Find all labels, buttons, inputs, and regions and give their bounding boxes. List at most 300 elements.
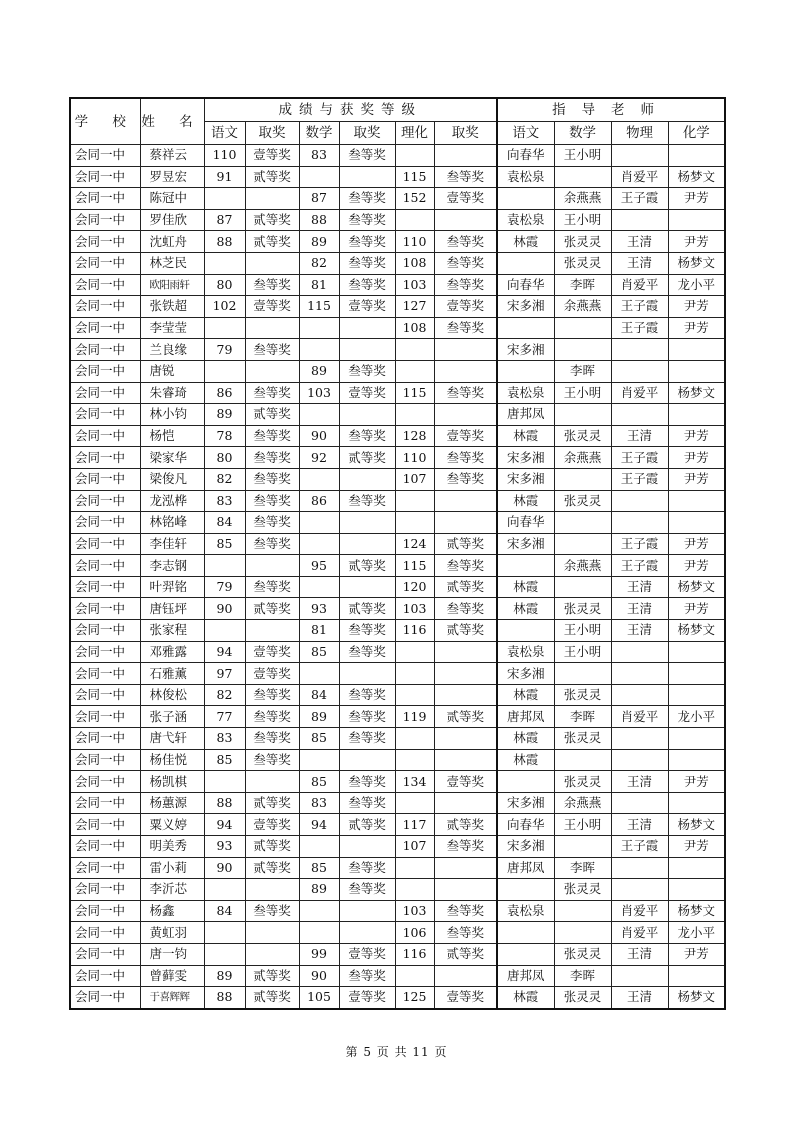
- math-score-cell: 86: [299, 490, 339, 512]
- teacher-math-cell: [554, 512, 611, 534]
- teacher-math-cell: 张灵灵: [554, 728, 611, 750]
- chinese-score-cell: 91: [204, 166, 245, 188]
- math-score-cell: 99: [299, 943, 339, 965]
- math-score-cell: 93: [299, 598, 339, 620]
- teacher-chinese-cell: 袁松泉: [497, 209, 554, 231]
- math-award-cell: [339, 922, 395, 944]
- math-score-cell: 81: [299, 274, 339, 296]
- math-score-cell: [299, 468, 339, 490]
- table-row: [70, 555, 725, 577]
- chinese-award-cell: 贰等奖: [245, 231, 299, 253]
- science-award-cell: 叁等奖: [434, 252, 497, 274]
- teacher-math-cell: 余燕燕: [554, 792, 611, 814]
- math-award-cell: 叁等奖: [339, 706, 395, 728]
- science-score-cell: [395, 663, 434, 685]
- chinese-score-cell: 85: [204, 749, 245, 771]
- table-row: [70, 490, 725, 512]
- teacher-chinese-cell: [497, 879, 554, 901]
- name-cell: 张铁超: [140, 296, 204, 318]
- science-award-cell: [434, 879, 497, 901]
- chinese-score-cell: 80: [204, 274, 245, 296]
- teacher-physics-cell: 王清: [611, 252, 668, 274]
- teacher-chemistry-cell: 杨梦文: [668, 576, 725, 598]
- name-cell: 龙泓桦: [140, 490, 204, 512]
- teacher-chinese-cell: 袁松泉: [497, 166, 554, 188]
- chinese-award-cell: 贰等奖: [245, 404, 299, 426]
- teacher-chinese-cell: 向春华: [497, 814, 554, 836]
- teacher-math-cell: [554, 533, 611, 555]
- teacher-chinese-cell: 林霞: [497, 987, 554, 1009]
- school-cell: 会同一中: [70, 836, 140, 858]
- teacher-chemistry-cell: 尹芳: [668, 447, 725, 469]
- table-row: [70, 231, 725, 253]
- math-score-cell: 88: [299, 209, 339, 231]
- teacher-chemistry-cell: 龙小平: [668, 274, 725, 296]
- math-award-cell: [339, 404, 395, 426]
- science-award-cell: [434, 490, 497, 512]
- teacher-physics-cell: 王清: [611, 598, 668, 620]
- science-award-cell: [434, 209, 497, 231]
- header-school: 学 校: [70, 98, 140, 145]
- teacher-physics-cell: [611, 512, 668, 534]
- name-cell: 张子涵: [140, 706, 204, 728]
- math-score-cell: [299, 576, 339, 598]
- math-award-cell: 叁等奖: [339, 792, 395, 814]
- chinese-award-cell: 壹等奖: [245, 814, 299, 836]
- chinese-score-cell: 86: [204, 382, 245, 404]
- table-row: [70, 382, 725, 404]
- chinese-award-cell: 叁等奖: [245, 274, 299, 296]
- table-row: [70, 209, 725, 231]
- school-cell: 会同一中: [70, 231, 140, 253]
- chinese-award-cell: 叁等奖: [245, 684, 299, 706]
- teacher-chinese-cell: [497, 555, 554, 577]
- header-math-award: 取奖: [339, 122, 395, 145]
- table-row: [70, 339, 725, 361]
- science-score-cell: 108: [395, 252, 434, 274]
- chinese-award-cell: 叁等奖: [245, 490, 299, 512]
- name-cell: 沈虹舟: [140, 231, 204, 253]
- teacher-math-cell: 张灵灵: [554, 879, 611, 901]
- chinese-award-cell: 壹等奖: [245, 145, 299, 167]
- chinese-award-cell: 叁等奖: [245, 512, 299, 534]
- teacher-math-cell: 张灵灵: [554, 987, 611, 1009]
- teacher-chemistry-cell: [668, 792, 725, 814]
- school-cell: 会同一中: [70, 620, 140, 642]
- teacher-math-cell: [554, 468, 611, 490]
- table-row: [70, 296, 725, 318]
- teacher-math-cell: [554, 663, 611, 685]
- teacher-chinese-cell: 袁松泉: [497, 641, 554, 663]
- science-award-cell: 壹等奖: [434, 987, 497, 1009]
- teacher-chinese-cell: 林霞: [497, 684, 554, 706]
- teacher-chinese-cell: 宋多湘: [497, 296, 554, 318]
- teacher-chinese-cell: [497, 943, 554, 965]
- math-award-cell: [339, 166, 395, 188]
- science-award-cell: 叁等奖: [434, 166, 497, 188]
- chinese-award-cell: 壹等奖: [245, 641, 299, 663]
- name-cell: 石雅薰: [140, 663, 204, 685]
- science-award-cell: 壹等奖: [434, 188, 497, 210]
- science-score-cell: 116: [395, 943, 434, 965]
- chinese-award-cell: 壹等奖: [245, 663, 299, 685]
- science-score-cell: [395, 145, 434, 167]
- teacher-physics-cell: [611, 145, 668, 167]
- table-row: [70, 166, 725, 188]
- table-row: [70, 512, 725, 534]
- chinese-award-cell: 叁等奖: [245, 706, 299, 728]
- teacher-chemistry-cell: 尹芳: [668, 188, 725, 210]
- science-score-cell: [395, 792, 434, 814]
- math-score-cell: [299, 836, 339, 858]
- teacher-chemistry-cell: 杨梦文: [668, 252, 725, 274]
- teacher-physics-cell: [611, 792, 668, 814]
- math-score-cell: 82: [299, 252, 339, 274]
- teacher-math-cell: 张灵灵: [554, 252, 611, 274]
- teacher-chemistry-cell: 杨梦文: [668, 382, 725, 404]
- teacher-physics-cell: 王清: [611, 620, 668, 642]
- math-score-cell: [299, 749, 339, 771]
- teacher-chinese-cell: 宋多湘: [497, 468, 554, 490]
- teacher-math-cell: 张灵灵: [554, 684, 611, 706]
- math-award-cell: 叁等奖: [339, 641, 395, 663]
- science-score-cell: 152: [395, 188, 434, 210]
- math-score-cell: 105: [299, 987, 339, 1009]
- name-cell: 罗佳欣: [140, 209, 204, 231]
- chinese-score-cell: [204, 555, 245, 577]
- school-cell: 会同一中: [70, 814, 140, 836]
- chinese-score-cell: 88: [204, 987, 245, 1009]
- table-row: [70, 598, 725, 620]
- teacher-math-cell: [554, 339, 611, 361]
- teacher-chemistry-cell: [668, 965, 725, 987]
- science-award-cell: 叁等奖: [434, 922, 497, 944]
- science-award-cell: 叁等奖: [434, 555, 497, 577]
- chinese-award-cell: [245, 922, 299, 944]
- name-cell: 张家程: [140, 620, 204, 642]
- table-body: [70, 145, 725, 1009]
- math-score-cell: [299, 900, 339, 922]
- science-score-cell: 119: [395, 706, 434, 728]
- school-cell: 会同一中: [70, 425, 140, 447]
- science-award-cell: 叁等奖: [434, 468, 497, 490]
- math-award-cell: 叁等奖: [339, 620, 395, 642]
- math-score-cell: 85: [299, 641, 339, 663]
- table-row: [70, 836, 725, 858]
- school-cell: 会同一中: [70, 145, 140, 167]
- teacher-chinese-cell: [497, 252, 554, 274]
- teacher-physics-cell: 王子霞: [611, 836, 668, 858]
- table-row: [70, 987, 725, 1009]
- teacher-chinese-cell: 宋多湘: [497, 663, 554, 685]
- math-award-cell: 壹等奖: [339, 382, 395, 404]
- table-row: [70, 771, 725, 793]
- chinese-award-cell: 叁等奖: [245, 728, 299, 750]
- table-row: [70, 447, 725, 469]
- science-award-cell: 贰等奖: [434, 943, 497, 965]
- table-row: [70, 274, 725, 296]
- math-award-cell: 叁等奖: [339, 274, 395, 296]
- science-score-cell: [395, 965, 434, 987]
- chinese-score-cell: [204, 360, 245, 382]
- school-cell: 会同一中: [70, 533, 140, 555]
- name-cell: 明美秀: [140, 836, 204, 858]
- teacher-chemistry-cell: 尹芳: [668, 836, 725, 858]
- science-score-cell: 127: [395, 296, 434, 318]
- teacher-chinese-cell: 林霞: [497, 749, 554, 771]
- teacher-math-cell: 余燕燕: [554, 296, 611, 318]
- teacher-physics-cell: [611, 339, 668, 361]
- table-row: [70, 879, 725, 901]
- teacher-chemistry-cell: 尹芳: [668, 468, 725, 490]
- science-award-cell: 叁等奖: [434, 317, 497, 339]
- science-award-cell: [434, 663, 497, 685]
- chinese-score-cell: 93: [204, 836, 245, 858]
- chinese-award-cell: [245, 943, 299, 965]
- science-award-cell: [434, 339, 497, 361]
- name-cell: 杨恺: [140, 425, 204, 447]
- math-score-cell: 87: [299, 188, 339, 210]
- math-score-cell: 89: [299, 879, 339, 901]
- teacher-chinese-cell: 林霞: [497, 231, 554, 253]
- science-score-cell: [395, 857, 434, 879]
- school-cell: 会同一中: [70, 987, 140, 1009]
- math-score-cell: 85: [299, 771, 339, 793]
- name-cell: 朱睿琦: [140, 382, 204, 404]
- science-award-cell: [434, 857, 497, 879]
- math-award-cell: 叁等奖: [339, 209, 395, 231]
- science-score-cell: 103: [395, 274, 434, 296]
- name-cell: 唐一钧: [140, 943, 204, 965]
- chinese-award-cell: 贰等奖: [245, 792, 299, 814]
- table-row: [70, 900, 725, 922]
- name-cell: 林小钧: [140, 404, 204, 426]
- table-row: [70, 965, 725, 987]
- table-row: [70, 922, 725, 944]
- teacher-chemistry-cell: [668, 360, 725, 382]
- teacher-physics-cell: 肖爱平: [611, 706, 668, 728]
- science-award-cell: [434, 728, 497, 750]
- teacher-chemistry-cell: [668, 879, 725, 901]
- chinese-score-cell: 82: [204, 684, 245, 706]
- teacher-math-cell: 张灵灵: [554, 490, 611, 512]
- table-row: [70, 620, 725, 642]
- header-science-score: 理化: [395, 122, 434, 145]
- math-award-cell: 叁等奖: [339, 188, 395, 210]
- chinese-award-cell: [245, 555, 299, 577]
- chinese-score-cell: 102: [204, 296, 245, 318]
- table-row: [70, 749, 725, 771]
- chinese-award-cell: 叁等奖: [245, 447, 299, 469]
- teacher-chinese-cell: 林霞: [497, 490, 554, 512]
- teacher-chinese-cell: 唐邦凤: [497, 965, 554, 987]
- science-score-cell: 128: [395, 425, 434, 447]
- science-score-cell: 103: [395, 598, 434, 620]
- math-score-cell: [299, 317, 339, 339]
- chinese-score-cell: 97: [204, 663, 245, 685]
- math-award-cell: 贰等奖: [339, 598, 395, 620]
- teacher-math-cell: [554, 900, 611, 922]
- school-cell: 会同一中: [70, 382, 140, 404]
- header-teacher-chinese: 语文: [497, 122, 554, 145]
- school-cell: 会同一中: [70, 404, 140, 426]
- math-score-cell: 89: [299, 360, 339, 382]
- name-cell: 黄虹羽: [140, 922, 204, 944]
- teacher-chinese-cell: 林霞: [497, 728, 554, 750]
- teacher-physics-cell: 王清: [611, 987, 668, 1009]
- table-row: [70, 188, 725, 210]
- math-award-cell: 叁等奖: [339, 360, 395, 382]
- teacher-chinese-cell: 向春华: [497, 145, 554, 167]
- teacher-math-cell: 余燕燕: [554, 188, 611, 210]
- teacher-chinese-cell: 林霞: [497, 425, 554, 447]
- school-cell: 会同一中: [70, 252, 140, 274]
- school-cell: 会同一中: [70, 468, 140, 490]
- teacher-math-cell: [554, 922, 611, 944]
- chinese-score-cell: 94: [204, 814, 245, 836]
- science-award-cell: 贰等奖: [434, 706, 497, 728]
- table-row: [70, 943, 725, 965]
- chinese-score-cell: 94: [204, 641, 245, 663]
- science-award-cell: 壹等奖: [434, 296, 497, 318]
- teacher-math-cell: 李晖: [554, 857, 611, 879]
- teacher-chemistry-cell: [668, 663, 725, 685]
- chinese-score-cell: [204, 879, 245, 901]
- name-cell: 于喜辉辉: [140, 987, 204, 1009]
- chinese-award-cell: 叁等奖: [245, 339, 299, 361]
- header-chinese-award: 取奖: [245, 122, 299, 145]
- name-cell: 杨鑫: [140, 900, 204, 922]
- science-award-cell: 叁等奖: [434, 447, 497, 469]
- chinese-score-cell: 110: [204, 145, 245, 167]
- name-cell: 曾藓雯: [140, 965, 204, 987]
- science-award-cell: 贰等奖: [434, 576, 497, 598]
- school-cell: 会同一中: [70, 490, 140, 512]
- science-score-cell: [395, 360, 434, 382]
- teacher-chemistry-cell: 尹芳: [668, 598, 725, 620]
- math-award-cell: 叁等奖: [339, 252, 395, 274]
- name-cell: 林俊松: [140, 684, 204, 706]
- table-row: [70, 684, 725, 706]
- school-cell: 会同一中: [70, 663, 140, 685]
- name-cell: 林芝民: [140, 252, 204, 274]
- teacher-physics-cell: [611, 879, 668, 901]
- science-score-cell: [395, 749, 434, 771]
- table-row: [70, 641, 725, 663]
- chinese-award-cell: 贰等奖: [245, 166, 299, 188]
- table-row: [70, 663, 725, 685]
- teacher-chemistry-cell: [668, 145, 725, 167]
- math-award-cell: 叁等奖: [339, 771, 395, 793]
- teacher-physics-cell: 肖爱平: [611, 166, 668, 188]
- table-row: [70, 145, 725, 167]
- science-award-cell: 贰等奖: [434, 533, 497, 555]
- math-score-cell: 90: [299, 425, 339, 447]
- science-score-cell: 120: [395, 576, 434, 598]
- chinese-score-cell: 88: [204, 231, 245, 253]
- teacher-physics-cell: [611, 641, 668, 663]
- chinese-score-cell: [204, 620, 245, 642]
- math-score-cell: [299, 512, 339, 534]
- school-cell: 会同一中: [70, 857, 140, 879]
- chinese-award-cell: 壹等奖: [245, 296, 299, 318]
- header-math-score: 数学: [299, 122, 339, 145]
- science-score-cell: 125: [395, 987, 434, 1009]
- teacher-chinese-cell: 宋多湘: [497, 533, 554, 555]
- teacher-chemistry-cell: [668, 512, 725, 534]
- teacher-chinese-cell: [497, 922, 554, 944]
- science-score-cell: [395, 728, 434, 750]
- math-score-cell: 103: [299, 382, 339, 404]
- chinese-score-cell: 84: [204, 900, 245, 922]
- chinese-score-cell: 89: [204, 404, 245, 426]
- math-score-cell: [299, 533, 339, 555]
- teacher-math-cell: 余燕燕: [554, 447, 611, 469]
- school-cell: 会同一中: [70, 749, 140, 771]
- math-award-cell: [339, 317, 395, 339]
- teacher-physics-cell: 王子霞: [611, 317, 668, 339]
- science-score-cell: 107: [395, 836, 434, 858]
- teacher-physics-cell: [611, 663, 668, 685]
- school-cell: 会同一中: [70, 879, 140, 901]
- teacher-math-cell: 张灵灵: [554, 231, 611, 253]
- science-award-cell: 壹等奖: [434, 771, 497, 793]
- math-score-cell: 84: [299, 684, 339, 706]
- science-score-cell: [395, 641, 434, 663]
- math-award-cell: 叁等奖: [339, 145, 395, 167]
- teacher-chemistry-cell: 尹芳: [668, 943, 725, 965]
- chinese-award-cell: [245, 620, 299, 642]
- science-score-cell: 124: [395, 533, 434, 555]
- name-cell: 李志钢: [140, 555, 204, 577]
- name-cell: 李莹莹: [140, 317, 204, 339]
- teacher-chemistry-cell: 尹芳: [668, 533, 725, 555]
- teacher-chemistry-cell: [668, 857, 725, 879]
- teacher-math-cell: 王小明: [554, 620, 611, 642]
- table-row: [70, 252, 725, 274]
- math-award-cell: [339, 900, 395, 922]
- teacher-chemistry-cell: [668, 641, 725, 663]
- chinese-score-cell: [204, 771, 245, 793]
- teacher-math-cell: 李晖: [554, 360, 611, 382]
- teacher-physics-cell: [611, 360, 668, 382]
- science-score-cell: 115: [395, 166, 434, 188]
- teacher-chinese-cell: 宋多湘: [497, 447, 554, 469]
- teacher-chinese-cell: [497, 771, 554, 793]
- teacher-math-cell: 张灵灵: [554, 771, 611, 793]
- math-award-cell: 贰等奖: [339, 555, 395, 577]
- teacher-math-cell: 李晖: [554, 965, 611, 987]
- header-teacher-math: 数学: [554, 122, 611, 145]
- science-score-cell: 110: [395, 231, 434, 253]
- teacher-math-cell: [554, 836, 611, 858]
- chinese-award-cell: [245, 360, 299, 382]
- teacher-physics-cell: 王清: [611, 771, 668, 793]
- school-cell: 会同一中: [70, 274, 140, 296]
- teacher-chemistry-cell: 尹芳: [668, 231, 725, 253]
- math-award-cell: 叁等奖: [339, 684, 395, 706]
- school-cell: 会同一中: [70, 576, 140, 598]
- science-score-cell: 117: [395, 814, 434, 836]
- teacher-chinese-cell: 林霞: [497, 576, 554, 598]
- teacher-physics-cell: [611, 684, 668, 706]
- math-score-cell: 92: [299, 447, 339, 469]
- table-row: [70, 814, 725, 836]
- teacher-physics-cell: [611, 728, 668, 750]
- teacher-math-cell: 王小明: [554, 145, 611, 167]
- teacher-math-cell: [554, 749, 611, 771]
- teacher-chinese-cell: 唐邦凤: [497, 706, 554, 728]
